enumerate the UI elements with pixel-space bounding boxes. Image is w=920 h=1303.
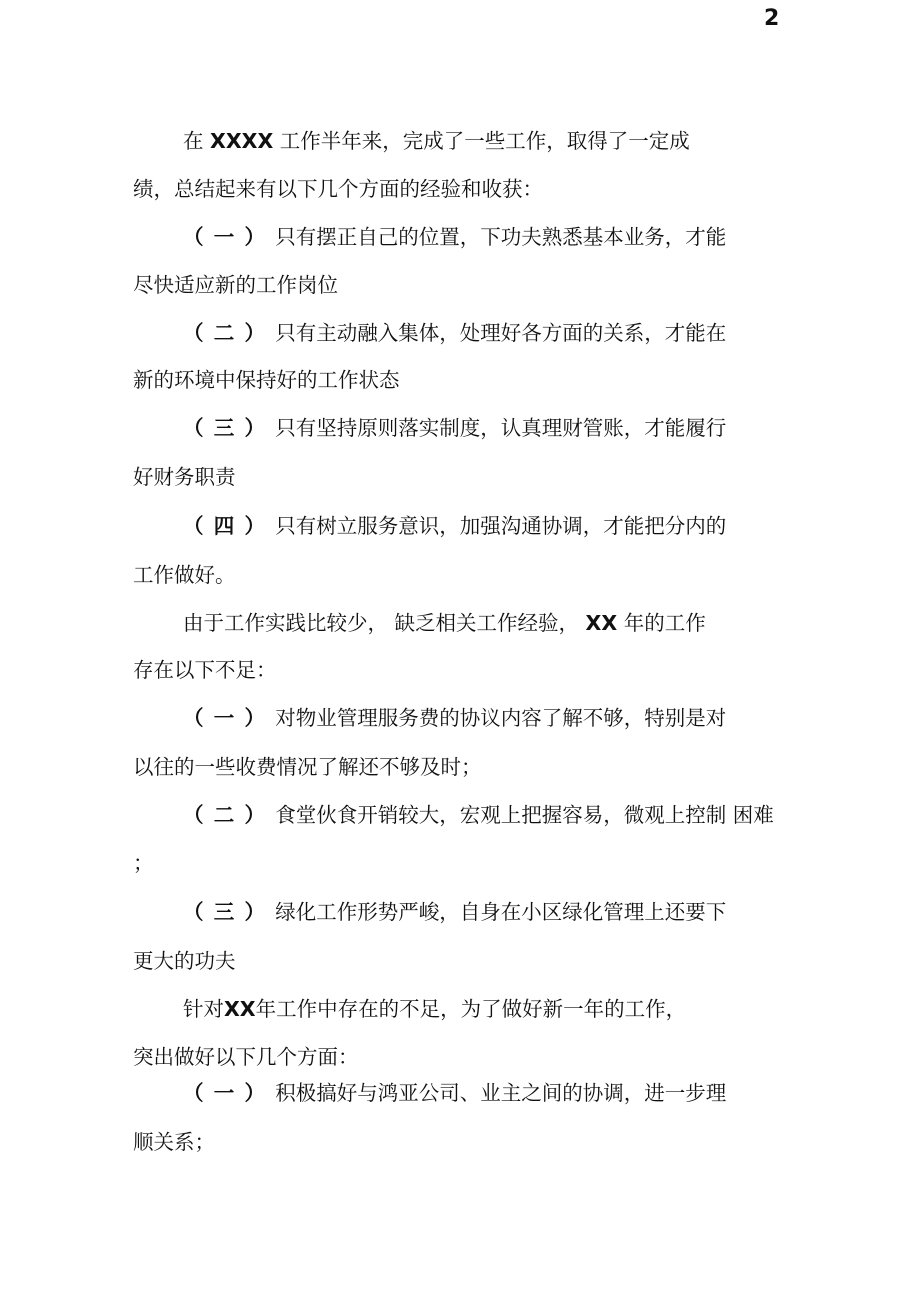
- plan-item-1-cont: 顺关系；: [133, 1130, 215, 1154]
- bold-segment: XX: [585, 611, 618, 635]
- item-text: 只有摆正自己的位置，下功夫熟悉基本业务，才能: [275, 225, 727, 249]
- shortcoming-item-3: [183, 902, 726, 923]
- experience-item-3-cont: 好财务职责: [133, 465, 236, 489]
- item-text: 只有主动融入集体，处理好各方面的关系，才能在: [275, 321, 727, 345]
- page-number: 2: [764, 6, 780, 31]
- experience-item-4: [183, 516, 726, 537]
- bold-segment: XXXX: [210, 129, 274, 153]
- text-segment: 在: [183, 129, 211, 153]
- paragraph-intro-line-2: 绩，总结起来有以下几个方面的经验和收获：: [133, 177, 543, 201]
- shortcoming-item-2-cont: ；: [133, 851, 154, 875]
- experience-item-3: [183, 418, 726, 439]
- experience-item-2: [183, 323, 726, 344]
- text-segment: 由于工作实践比较少， 缺乏相关工作经验，: [183, 611, 586, 635]
- item-number: （三）: [183, 416, 276, 440]
- bold-segment: XX: [224, 997, 256, 1021]
- item-text: 对物业管理服务费的协议内容了解不够，特别是对: [275, 706, 727, 730]
- paragraph-shortcomings-line-2: 存在以下不足：: [133, 658, 277, 682]
- experience-item-4-cont: 工作做好。: [133, 563, 236, 587]
- item-number: （四）: [183, 514, 276, 538]
- paragraph-plan-line-2: 突出做好以下几个方面：: [133, 1045, 359, 1069]
- experience-item-2-cont: 新的环境中保持好的工作状态: [133, 368, 400, 392]
- item-number: （一）: [183, 706, 276, 730]
- shortcoming-item-1-cont: 以往的一些收费情况了解还不够及时；: [133, 755, 482, 779]
- shortcoming-item-2: [183, 805, 774, 826]
- item-text: 绿化工作形势严峻，自身在小区绿化管理上还要下: [275, 900, 727, 924]
- shortcoming-item-3-cont: 更大的功夫: [133, 949, 236, 973]
- text-segment: 工作半年来，完成了一些工作，取得了一定成: [273, 129, 690, 153]
- paragraph-shortcomings-line-1: [183, 613, 706, 634]
- experience-item-1-cont: 尽快适应新的工作岗位: [133, 273, 338, 297]
- item-number: （一）: [183, 225, 276, 249]
- item-text: 食堂伙食开销较大，宏观上把握容易，微观上控制 困难: [275, 803, 774, 827]
- paragraph-intro-line-1: [183, 131, 690, 152]
- plan-item-1: [183, 1083, 726, 1104]
- shortcoming-item-1: [183, 708, 726, 729]
- experience-item-1: [183, 227, 726, 248]
- text-segment: 年工作中存在的不足，为了做好新一年的工作，: [255, 997, 687, 1021]
- item-number: （三）: [183, 900, 276, 924]
- item-text: 只有树立服务意识，加强沟通协调，才能把分内的: [275, 514, 727, 538]
- item-text: 积极搞好与鸿亚公司、业主之间的协调，进一步理: [275, 1081, 727, 1105]
- item-number: （二）: [183, 803, 276, 827]
- paragraph-plan-line-1: [183, 999, 686, 1020]
- text-segment: 针对: [183, 997, 224, 1021]
- text-segment: 年的工作: [617, 611, 706, 635]
- item-number: （一）: [183, 1081, 276, 1105]
- item-text: 只有坚持原则落实制度，认真理财管账，才能履行: [275, 416, 727, 440]
- item-number: （二）: [183, 321, 276, 345]
